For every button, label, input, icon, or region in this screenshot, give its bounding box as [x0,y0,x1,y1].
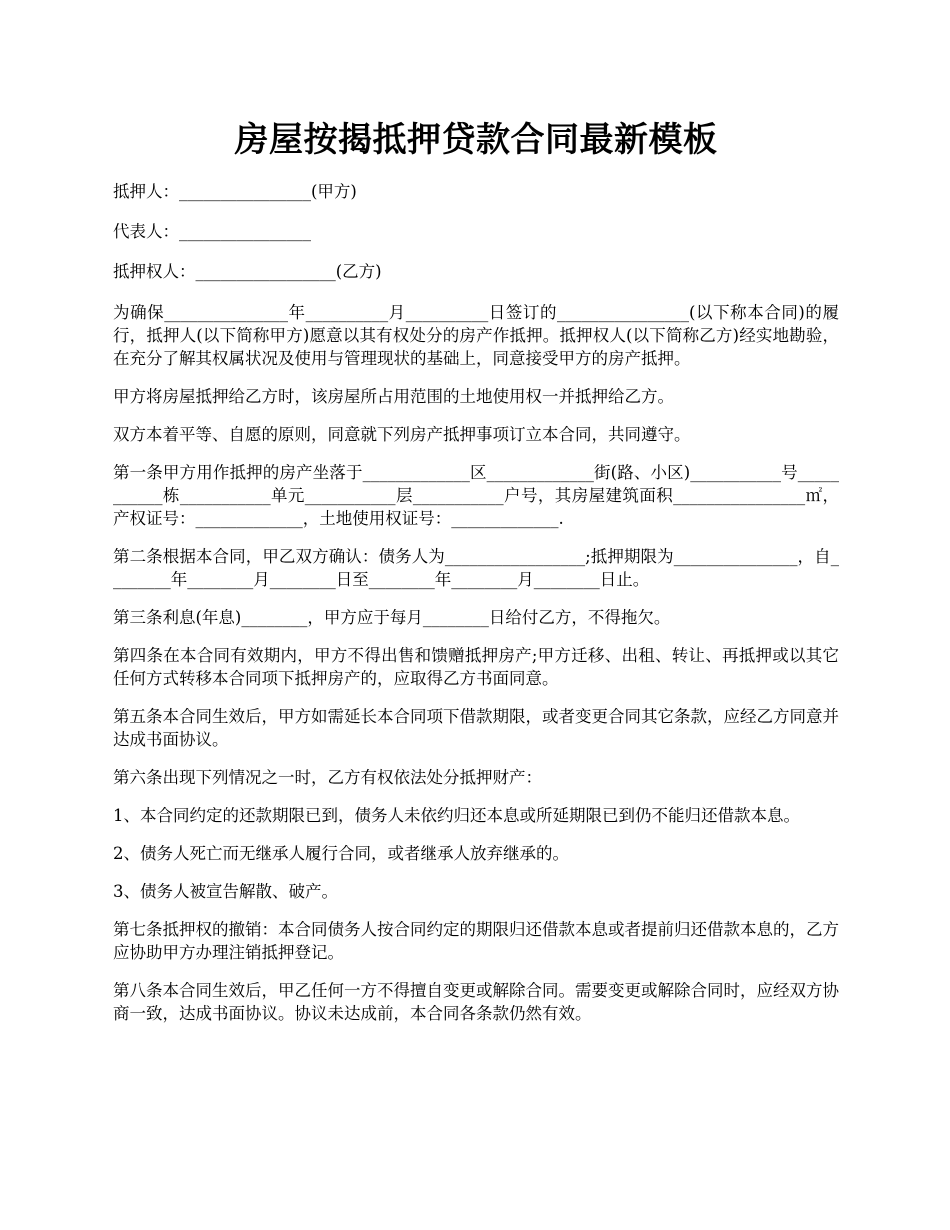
preamble-paragraph: 为确保_______________年__________月__________日签订的________________(以下称本合同)的履行，抵押人(以下简称甲方)愿意以其有权处分的房产作抵押。抵押权人(以下简称乙方)经实地勘验，在充分了解其权属状况及使用与管理现状的基础上，同意接受甲方的房产抵押。 [113,303,839,368]
article-7: 第七条抵押权的撤销：本合同债务人按合同约定的期限归还借款本息或者提前归还借款本息的，乙方应协助甲方办理注销抵押登记。 [113,920,839,962]
article-2: 第二条根据本合同，甲乙双方确认：债务人为_________________;抵押期限为_______________，自________年________月________日至________年________月________日止。 [113,547,839,589]
document-title: 房屋按揭抵押贷款合同最新模板 [234,120,718,160]
mortgagor-line: 抵押人：________________(甲方) [113,182,357,201]
document-page [113,0,839,1025]
article-6-item-2: 2、债务人死亡而无继承人履行合同，或者继承人放弃继承的。 [113,844,569,863]
representative-line: 代表人：________________ [113,222,311,241]
article-8: 第八条本合同生效后，甲乙任何一方不得擅自变更或解除合同。需要变更或解除合同时，应经双方协商一致，达成书面协议。协议未达成前，本合同各条款仍然有效。 [113,981,839,1023]
principle-paragraph: 双方本着平等、自愿的原则，同意就下列房产抵押事项订立本合同，共同遵守。 [113,425,691,444]
article-6-item-1: 1、本合同约定的还款期限已到，债务人未依约归还本息或所延期限已到仍不能归还借款本息。 [113,806,800,825]
mortgagee-line: 抵押权人：_________________(乙方) [113,262,382,281]
article-4: 第四条在本合同有效期内，甲方不得出售和馈赠抵押房产;甲方迁移、出租、转让、再抵押或以其它任何方式转移本合同项下抵押房产的，应取得乙方书面同意。 [113,646,839,688]
land-use-paragraph: 甲方将房屋抵押给乙方时，该房屋所占用范围的土地使用权一并抵押给乙方。 [113,387,674,406]
article-1: 第一条甲方用作抵押的房产坐落于_____________区_____________街(路、小区)___________号___________栋___________单元___________层___________户号，其房屋建筑面积________________㎡，产权证号：_____________，土地使用权证号：_____________. [113,463,839,528]
article-3: 第三条利息(年息)________，甲方应于每月________日给付乙方，不得拖欠。 [113,608,671,627]
article-6-item-3: 3、债务人被宣告解散、破产。 [113,882,338,901]
article-6: 第六条出现下列情况之一时，乙方有权依法处分抵押财产： [113,768,542,787]
article-5: 第五条本合同生效后，甲方如需延长本合同项下借款期限，或者变更合同其它条款，应经乙方同意并达成书面协议。 [113,707,839,749]
